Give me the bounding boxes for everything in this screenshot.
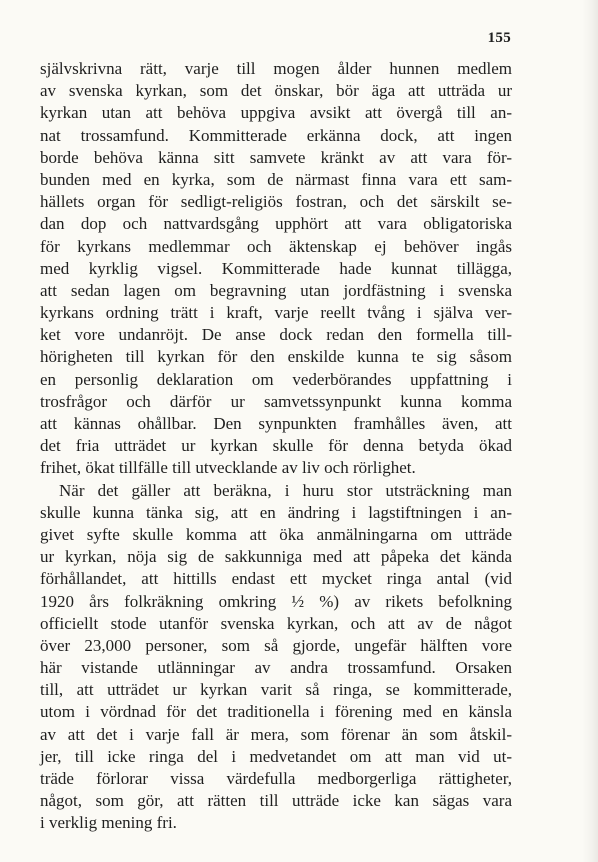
text-line: kyrkans ordning trätt i kraft, varje reellt tvång i själva ver- [40, 303, 512, 323]
text-line: 1920 års folkräkning omkring ½ %) av rikets befolkning [40, 591, 512, 611]
text-line: bunden med en kyrka, som de närmast finna vara ett sam- [40, 169, 512, 189]
text-line: skulle kunna tänka sig, att en ändring i lagstiftningen i an- [40, 502, 512, 522]
text-line: med kyrklig vigsel. Kommitterade hade kunnat tillägga, [40, 258, 512, 278]
text-line: träde förlorar vissa värdefulla medborgerliga rättigheter, [40, 769, 512, 788]
text-line: hällets organ för sedligt-religiös fostran, och det särskilt se- [40, 192, 512, 212]
text-line: det fria utträdet ur kyrkan skulle för denna betyda ökad [40, 436, 512, 456]
text-line: officiellt stode utanför svenska kyrkan, och att av de något [40, 613, 512, 633]
text-line: att kännas ohållbar. Den synpunkten framhålles även, att [40, 414, 512, 433]
text-line: jer, till icke ringa del i medvetandet om att man vid ut- [40, 746, 512, 766]
text-line: nat trossamfund. Kommitterade erkänna dock, att ingen [40, 125, 512, 145]
text-line: ket vore undanröjt. De anse dock redan den formella till- [40, 325, 512, 345]
text-line: När det gäller att beräkna, i huru stor utsträckning man [59, 480, 512, 500]
text-line: självskrivna rätt, varje till mogen ålder hunnen medlem [40, 59, 512, 78]
text-line: ur kyrkan, nöja sig de sakkunniga med att påpeka det kända [40, 547, 512, 567]
text-line: en personlig deklaration om vederbörandes uppfattning i [40, 369, 512, 389]
text-line: hörigheten till kyrkan för den enskilde kunna te sig såsom [40, 347, 512, 367]
text-line: borde behöva känna sitt samvete kränkt av att vara för- [40, 147, 512, 167]
text-line: givet syfte skulle komma att öka anmälningarna om utträde [40, 524, 512, 544]
text-line: frihet, ökat tillfälle till utvecklande av liv och rörlighet. [40, 458, 416, 478]
text-line: här vistande utlänningar av andra trossamfund. Orsaken [40, 658, 512, 678]
text-line: över 23,000 personer, som så gjorde, ungefär hälften vore [40, 635, 512, 655]
text-line: något, som gör, att rätten till utträde icke kan sägas vara [40, 791, 512, 811]
text-line: kyrkan utan att behöva uppgiva avsikt att övergå till an- [40, 103, 512, 123]
text-line: av att det i varje fall är mera, som förenar än som åtskil- [40, 724, 512, 744]
text-line: förhållandet, att hittills endast ett mycket ringa antal (vid [40, 569, 512, 589]
text-line: trosfrågor och därför ur samvetssynpunkt kunna komma [40, 391, 512, 411]
page-number: 155 [487, 30, 511, 46]
body-text [40, 58, 512, 835]
text-line: att sedan lagen om begravning utan jordfästning i svenska [40, 280, 512, 300]
page-edge-shadow [582, 0, 598, 862]
text-line: till, att utträdet ur kyrkan varit så ringa, se kommitterade, [40, 680, 512, 700]
text-line: av svenska kyrkan, som det önskar, bör äga att utträda ur [40, 81, 512, 101]
text-line: för kyrkans medlemmar och äktenskap ej behöver ingås [40, 236, 512, 256]
text-line: dan dop och nattvardsgång upphört att vara obligatoriska [40, 214, 512, 234]
text-line: utom i vördnad för det traditionella i förening med en känsla [40, 702, 512, 722]
text-line: i verklig mening fri. [40, 813, 177, 833]
